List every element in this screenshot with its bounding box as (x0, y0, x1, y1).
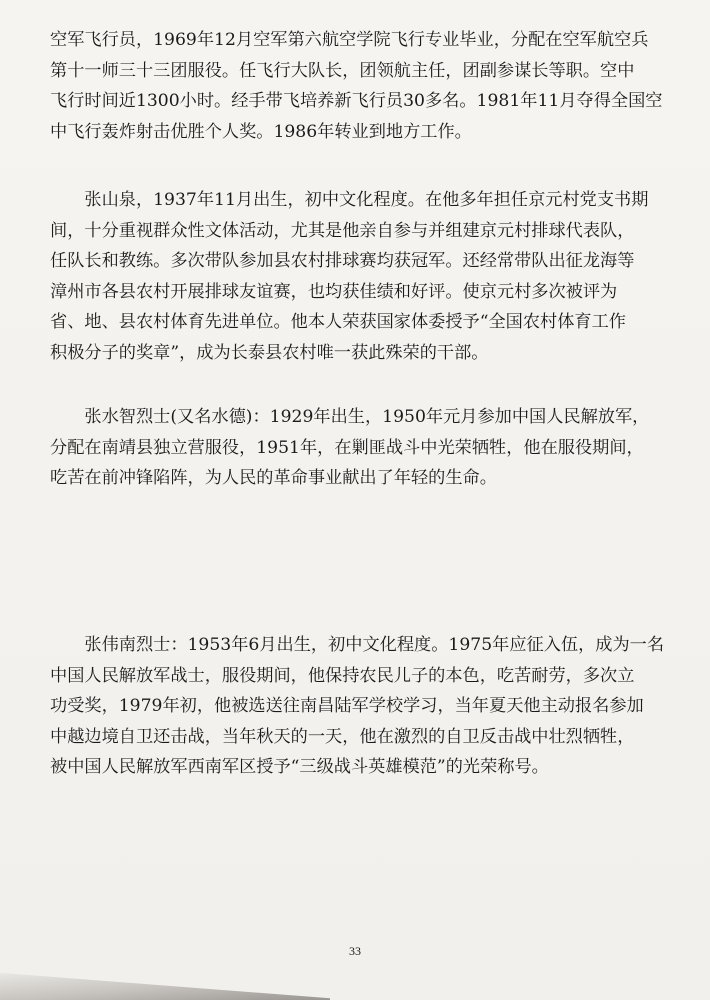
text-line: 分配在南靖县独立营服役，1951年，在剿匪战斗中光荣牺牲，他在服役期间， (50, 437, 644, 458)
text-line: 第十一师三十三团服役。任飞行大队长，团领航主任，团副参谋长等职。空中 (50, 60, 635, 81)
text-line: 积极分子的奖章”，成为长泰县农村唯一获此殊荣的干部。 (50, 342, 489, 363)
text-line: 省、地、县农村体育先进单位。他本人荣获国家体委授予“全国农村体育工作 (50, 312, 626, 333)
text-line: 飞行时间近1300小时。经手带飞培养新飞行员30多名。1981年11月夺得全国空 (50, 91, 663, 112)
scan-shadow-edge (0, 966, 330, 1000)
text-line: 漳州市各县农村开展排球友谊赛，也均获佳绩和好评。使京元村多次被评为 (50, 281, 618, 302)
page-number: 33 (349, 944, 361, 958)
text-line: 被中国人民解放军西南军区授予“三级战斗英雄模范”的光荣称号。 (50, 757, 549, 778)
text-line: 中越边境自卫还击战，当年秋天的一天，他在激烈的自卫反击战中壮烈牺牲， (50, 726, 635, 747)
paragraph-zhang-weinan (50, 630, 665, 783)
text-line: 任队长和教练。多次带队参加县农村排球赛均获冠军。还经常带队出征龙海等 (50, 251, 635, 272)
text-line: 空军飞行员，1969年12月空军第六航空学院飞行专业毕业，分配在空军航空兵 (50, 30, 649, 50)
text-line: 功受奖，1979年初，他被选送往南昌陆军学校学习，当年夏天他主动报名参加 (50, 696, 644, 717)
paragraph-zhang-shuizhi (50, 402, 650, 494)
text-line: 吃苦在前冲锋陷阵，为人民的革命事业献出了年轻的生命。 (50, 468, 497, 489)
text-line: 中飞行轰炸射击优胜个人奖。1986年转业到地方工作。 (50, 121, 472, 142)
paragraph-zhang-shanquan (50, 185, 650, 369)
paragraph-pilot-biography (50, 25, 663, 147)
text-line: 张伟南烈士：1953年6月出生，初中文化程度。1975年应征入伍，成为一名 (50, 635, 665, 655)
text-line: 间，十分重视群众性文体活动，尤其是他亲自参与并组建京元村排球代表队， (50, 220, 635, 241)
text-line: 张山泉，1937年11月出生，初中文化程度。在他多年担任京元村党支书期 (50, 190, 649, 210)
text-line: 张水智烈士(又名水德)：1929年出生，1950年元月参加中国人民解放军， (50, 407, 650, 427)
text-line: 中国人民解放军战士，服役期间，他保持农民儿子的本色，吃苦耐劳，多次立 (50, 665, 635, 686)
